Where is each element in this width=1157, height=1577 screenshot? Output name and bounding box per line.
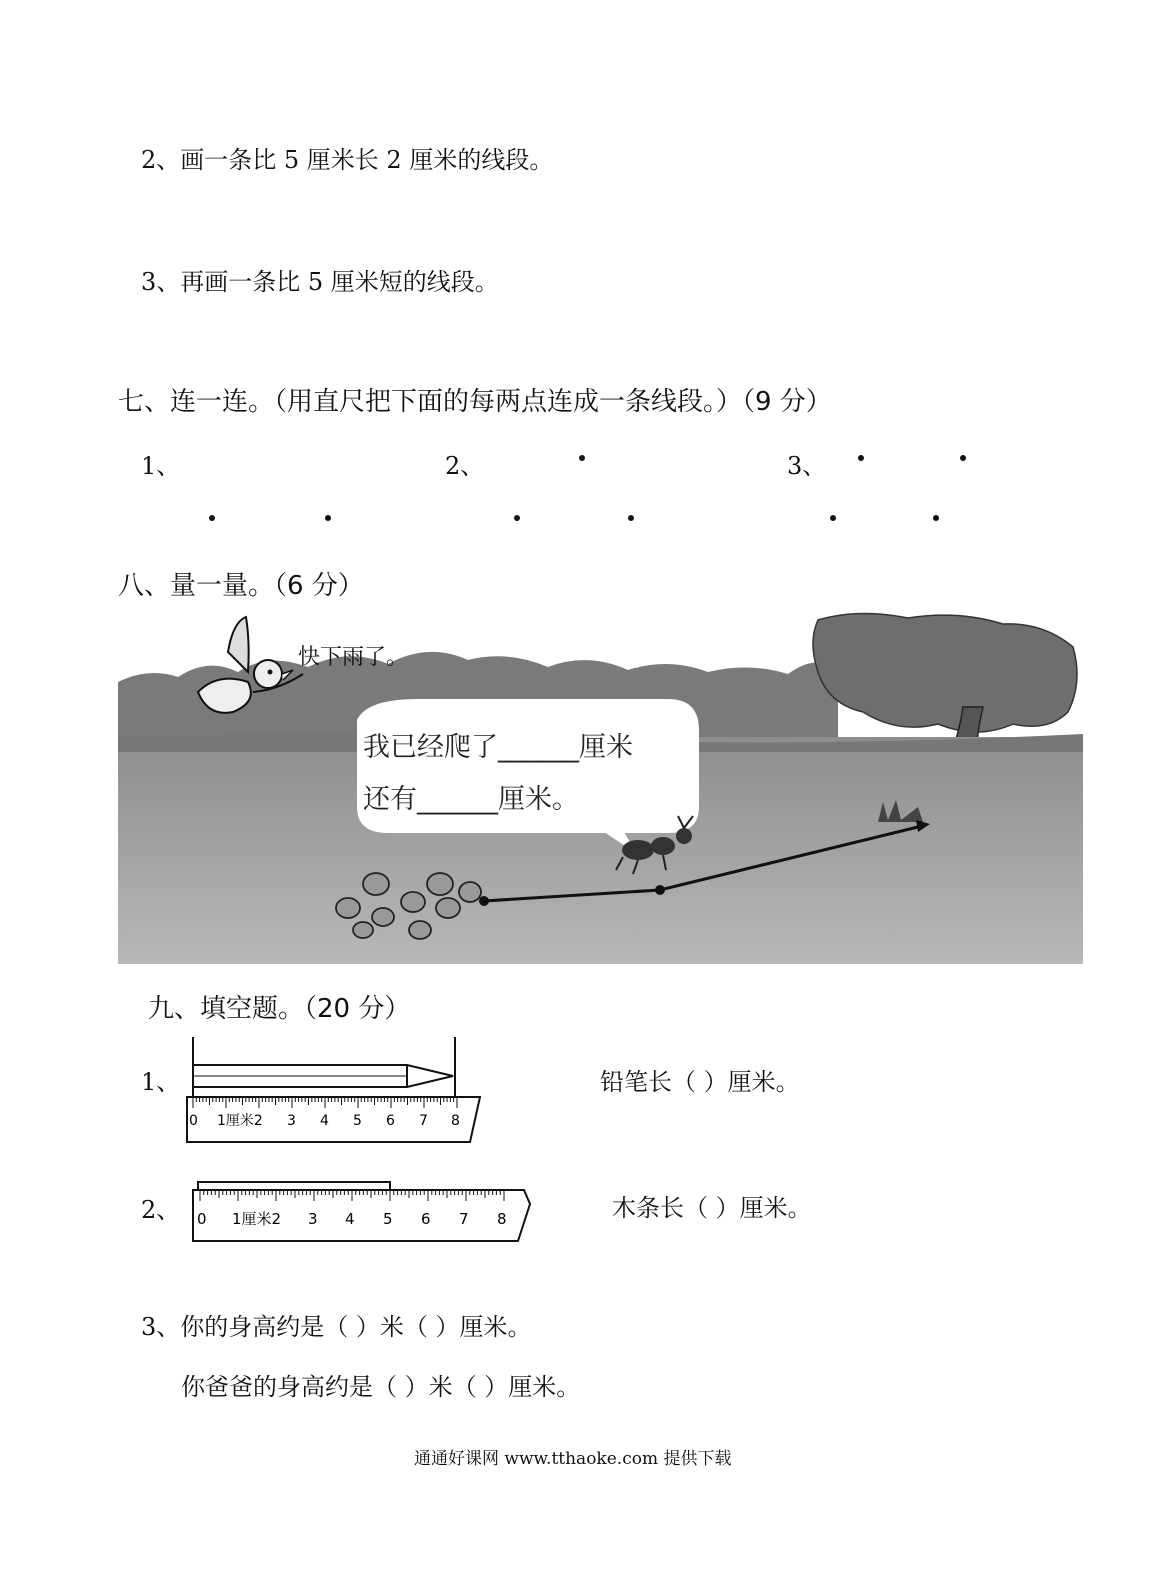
- ruler-2-label: 8: [497, 1210, 507, 1228]
- ruler-2-label: 1厘米2: [232, 1210, 282, 1228]
- ruler-1-label: 4: [320, 1113, 329, 1129]
- height-question-line-1[interactable]: 3、你的身高约是（ ）米（ ）厘米。: [141, 1313, 532, 1341]
- path-start-point: [479, 896, 489, 906]
- ruler-1-label: 5: [353, 1113, 362, 1129]
- connect-label-1: 1、: [141, 452, 181, 480]
- ruler-2-label: 3: [308, 1210, 318, 1228]
- ruler-2-label: 4: [345, 1210, 355, 1228]
- ant-speech-bubble: [358, 700, 698, 850]
- draw-line-question-3: 3、再画一条比 5 厘米短的线段。: [141, 268, 499, 296]
- path-mid-point: [655, 885, 665, 895]
- ruler-2-label: 0: [197, 1210, 207, 1228]
- ruler-1-label: 3: [287, 1113, 296, 1129]
- connect-dot[interactable]: [858, 455, 864, 461]
- question-2-label: 2、: [141, 1196, 181, 1224]
- tree-canopy: [813, 613, 1077, 732]
- draw-line-question-2: 2、画一条比 5 厘米长 2 厘米的线段。: [141, 146, 554, 174]
- section-8-heading: 八、量一量。（6 分）: [118, 571, 364, 601]
- connect-dot[interactable]: [325, 515, 331, 521]
- bird-speech: 快下雨了。: [298, 645, 409, 670]
- ruler-2-label: 5: [383, 1210, 393, 1228]
- ruler-1-label: 0: [189, 1113, 198, 1129]
- ruler-1-label: 7: [419, 1113, 428, 1129]
- connect-dot[interactable]: [628, 515, 634, 521]
- connect-dot[interactable]: [209, 515, 215, 521]
- connect-dot[interactable]: [933, 515, 939, 521]
- ruler-2-label: 7: [459, 1210, 469, 1228]
- connect-label-3: 3、: [787, 452, 827, 480]
- ant-scene-illustration: [118, 612, 1083, 964]
- ruler-1-label: 1厘米2: [217, 1113, 263, 1129]
- wood-ruler-figure: [188, 1178, 538, 1248]
- connect-dot[interactable]: [514, 515, 520, 521]
- pencil-ruler-figure: [185, 1035, 485, 1147]
- ant-speech-line-2: 还有______厘米。: [363, 784, 579, 815]
- ruler-2-label: 6: [421, 1210, 431, 1228]
- footer-source: 通通好课网 www.tthaoke.com 提供下载: [414, 1449, 732, 1469]
- ant-speech-line-1: 我已经爬了______厘米: [363, 732, 633, 763]
- pencil-length-blank[interactable]: 铅笔长（ ）厘米。: [600, 1068, 800, 1096]
- section-7-heading: 七、连一连。（用直尺把下面的每两点连成一条线段。）（9 分）: [118, 387, 832, 417]
- wood-length-blank[interactable]: 木条长（ ）厘米。: [612, 1194, 812, 1222]
- connect-label-2: 2、: [445, 452, 485, 480]
- ruler-1-label: 6: [386, 1113, 395, 1129]
- question-1-label: 1、: [141, 1068, 181, 1096]
- section-9-heading: 九、填空题。（20 分）: [148, 994, 411, 1024]
- height-question-line-2[interactable]: 你爸爸的身高约是（ ）米（ ）厘米。: [181, 1373, 581, 1401]
- connect-dot[interactable]: [960, 455, 966, 461]
- ruler-1-label: 8: [451, 1113, 460, 1129]
- connect-dot[interactable]: [830, 515, 836, 521]
- connect-dot[interactable]: [579, 455, 585, 461]
